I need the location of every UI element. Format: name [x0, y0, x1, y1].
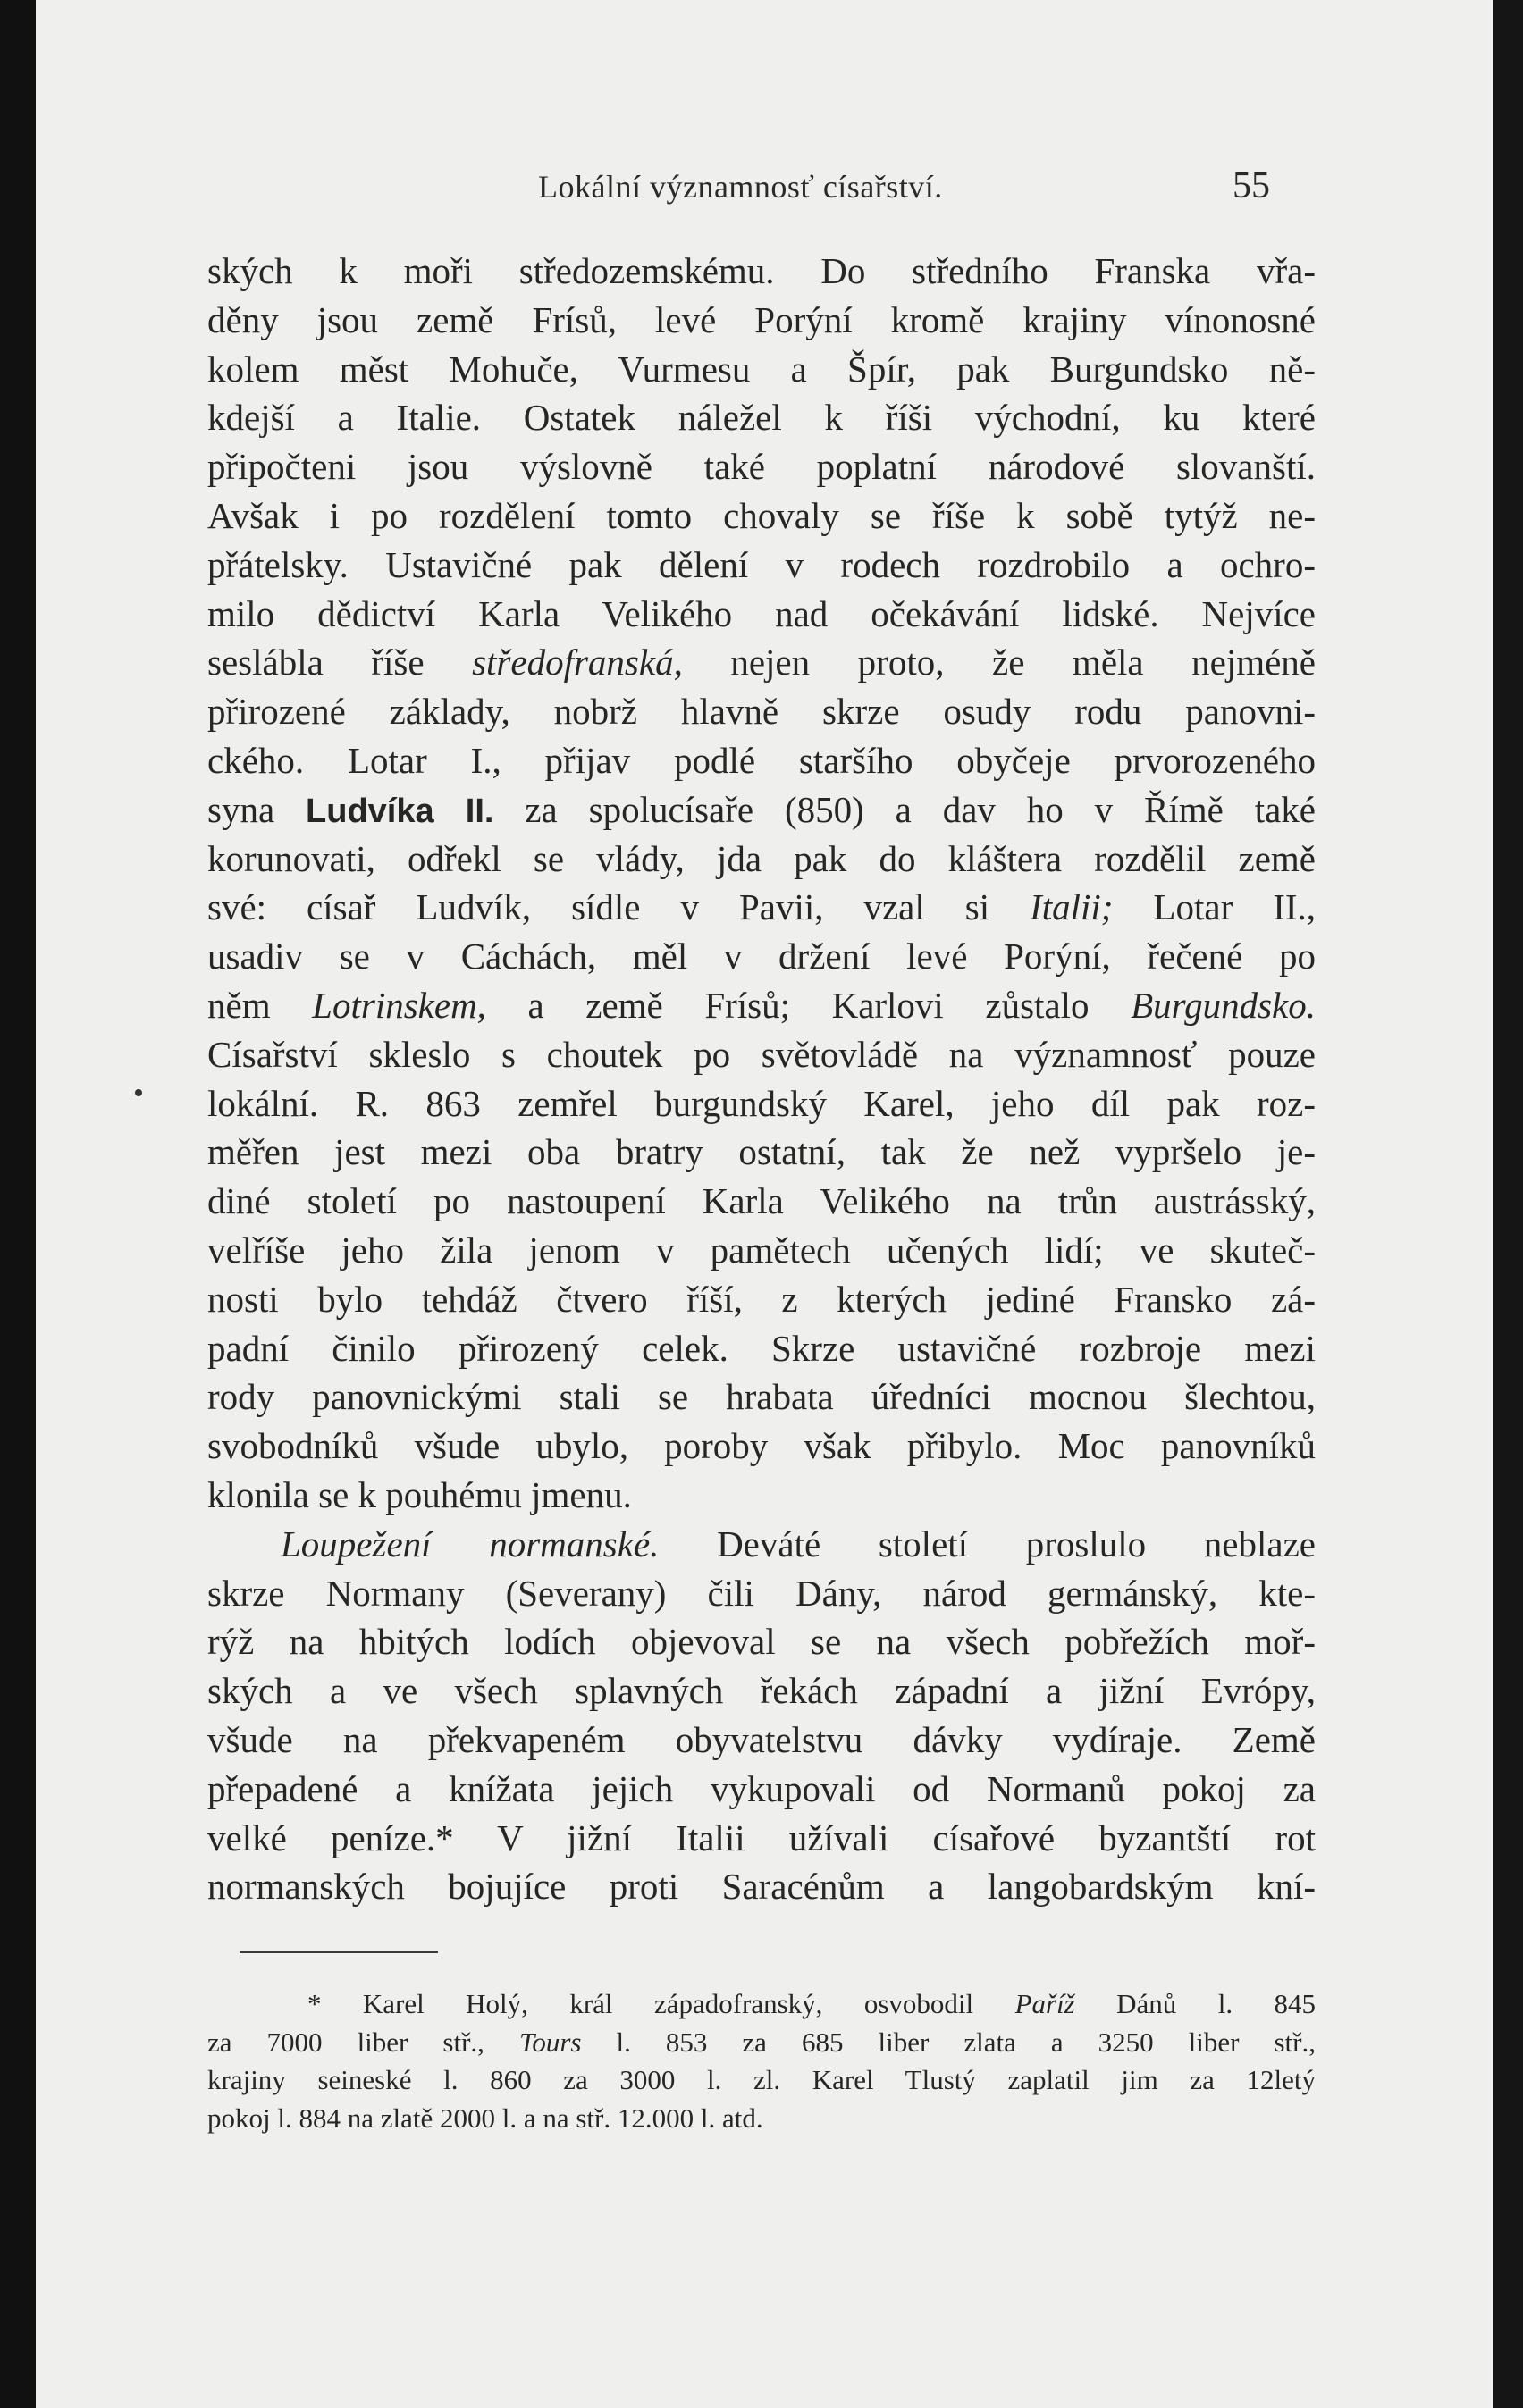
- bold-name: Ludvíka II.: [306, 792, 494, 830]
- text-line: svobodníků všude ubylo, poroby však přibylo. Moc panovníků: [207, 1425, 1316, 1467]
- running-title: Lokální významnosť císařství.: [538, 169, 943, 205]
- text-line: všude na překvapeném obyvatelstvu dávky vydíraje. Země: [207, 1718, 1316, 1760]
- italic-term: Burgundsko.: [1131, 984, 1316, 1026]
- text-line: syna Ludvíka II. za spolucísaře (850) a dav ho v Římě také: [207, 788, 1316, 830]
- text-line: děny jsou země Frísů, levé Porýní kromě krajiny vínonosné: [207, 298, 1316, 340]
- footnote-line: za 7000 liber stř., Tours l. 853 za 685 liber zlata a 3250 liber stř.,: [207, 2026, 1316, 2058]
- text-line: Loupežení normanské. Deváté století proslulo neblaze: [281, 1523, 1316, 1565]
- text-line: kolem měst Mohuče, Vurmesu a Špír, pak Burgundsko ně-: [207, 348, 1316, 390]
- section-heading: Loupežení normanské.: [281, 1523, 660, 1565]
- footnote-line: * Karel Holý, král západofranský, osvobodil Paříž Dánů l. 845: [307, 1988, 1316, 2019]
- text-line: padní činilo přirozený celek. Skrze ustavičné rozbroje mezi: [207, 1327, 1316, 1369]
- text-line: měřen jest mezi oba bratry ostatní, tak že než vypršelo je-: [207, 1131, 1316, 1173]
- book-page: [36, 0, 1493, 2408]
- main-text: [207, 247, 1316, 1911]
- text-line: skrze Normany (Severany) čili Dány, národ germánský, kte-: [207, 1572, 1316, 1614]
- text-line: korunovati, odřekl se vlády, jda pak do kláštera rozdělil země: [207, 837, 1316, 879]
- text-line: klonila se k pouhému jmenu.: [207, 1473, 632, 1515]
- text-line: Avšak i po rozdělení tomto chovaly se říše k sobě tytýž ne-: [207, 494, 1316, 536]
- page-number: 55: [1233, 165, 1270, 206]
- text-line: lokální. R. 863 zemřel burgundský Karel, jeho díl pak roz-: [207, 1082, 1316, 1124]
- text-line: diné století po nastoupení Karla Velikého na trůn austrásský,: [207, 1180, 1316, 1222]
- footnote-line: pokoj l. 884 na zlatě 2000 l. a na stř. 12.000 l. atd.: [207, 2102, 763, 2134]
- text-line: přepadené a knížata jejich vykupovali od Normanů pokoj za: [207, 1767, 1316, 1809]
- text-line: velké peníze.* V jižní Italii užívali císařové byzantští rot: [207, 1816, 1316, 1858]
- italic-term: středofranská,: [472, 642, 683, 684]
- text-line: usadiv se v Cáchách, měl v držení levé Porýní, řečené po: [207, 936, 1316, 977]
- text-line: seslábla říše středofranská, nejen proto, že měla nejméně: [207, 642, 1317, 684]
- italic-term: Italii;: [1030, 886, 1114, 928]
- text-line: něm Lotrinskem, a země Frísů; Karlovi zůstalo Burgundsko.: [207, 984, 1316, 1026]
- text-line: normanských bojujíce proti Saracénům a langobardským kní-: [207, 1866, 1316, 1908]
- footnote-line: krajiny seineské l. 860 za 3000 l. zl. Karel Tlustý zaplatil jim za 12letý: [207, 2064, 1316, 2095]
- text-line: rody panovnickými stali se hrabata úředníci mocnou šlechtou,: [207, 1376, 1316, 1418]
- text-line: ských k moři středozemskému. Do středního Franska vřa-: [207, 250, 1316, 291]
- italic-term: Tours: [518, 2026, 582, 2058]
- text-line: ských a ve všech splavných řekách západní a jižní Evrópy,: [207, 1670, 1316, 1712]
- scan-edge-right: [1493, 0, 1523, 2408]
- text-line: velříše jeho žila jenom v pamětech učených lidí; ve skuteč-: [207, 1229, 1316, 1271]
- margin-mark: [135, 1089, 142, 1096]
- italic-term: Paříž: [1014, 1988, 1075, 2019]
- scan-edge-left: [0, 0, 36, 2408]
- text-line: připočteni jsou výslovně také poplatní národové slovanští.: [207, 446, 1316, 488]
- text-line: Císařství skleslo s choutek po světovládě na významnosť pouze: [207, 1033, 1316, 1075]
- text-line: ckého. Lotar I., přijav podlé staršího obyčeje prvorozeného: [207, 739, 1316, 781]
- page-header: [36, 165, 1493, 222]
- text-line: rýž na hbitých lodích objevoval se na všech pobřežích moř-: [207, 1621, 1316, 1663]
- text-line: nosti bylo tehdáž čtvero říší, z kterých jediné Fransko zá-: [207, 1278, 1316, 1320]
- footnote: [207, 1985, 1316, 2137]
- text-line: své: císař Ludvík, sídle v Pavii, vzal si Italii; Lotar II.,: [207, 886, 1317, 928]
- italic-term: Lotrinskem,: [312, 984, 486, 1026]
- text-line: přátelsky. Ustavičné pak dělení v rodech rozdrobilo a ochro-: [207, 543, 1316, 585]
- text-line: přirozené základy, nobrž hlavně skrze osudy rodu panovni-: [207, 691, 1316, 733]
- text-line: milo dědictví Karla Velikého nad očekávání lidské. Nejvíce: [207, 592, 1316, 634]
- text-line: kdejší a Italie. Ostatek náležel k říši východní, ku které: [207, 397, 1316, 439]
- footnote-rule: [240, 1951, 438, 1953]
